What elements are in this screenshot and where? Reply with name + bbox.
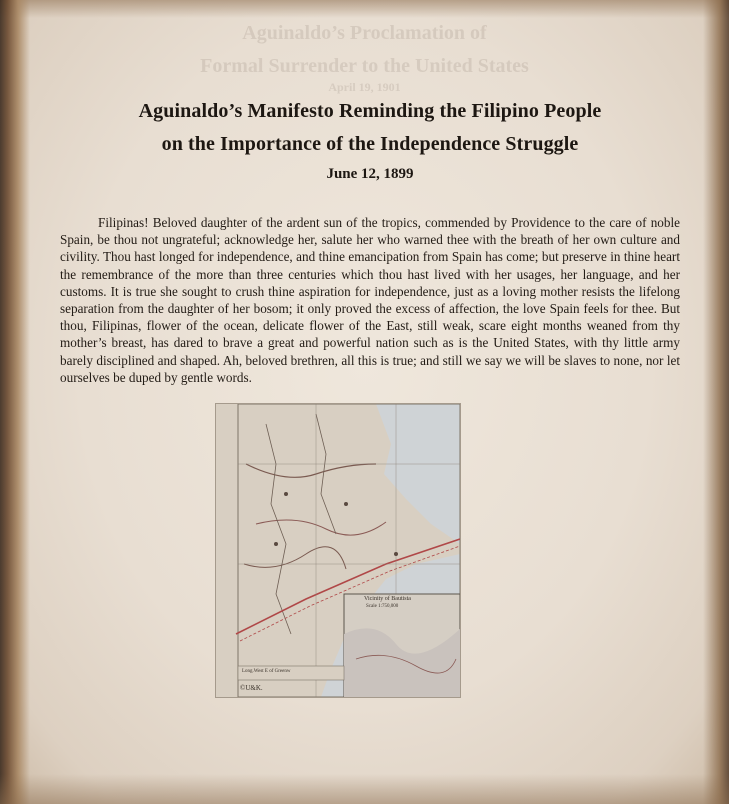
document-title-line2: on the Importance of the Independence Struggle (161, 133, 579, 155)
ghost-title-line1: Aguinaldo’s Proclamation of (242, 22, 487, 44)
document-date: June 12, 1899 (326, 166, 414, 182)
burned-edge-left (0, 0, 30, 804)
burned-edge-right (703, 0, 729, 804)
ghost-title-line2: Formal Surrender to the United States (200, 55, 529, 77)
ghost-date: April 19, 1901 (328, 80, 401, 94)
map-scale-label: Scale 1:750,000 (366, 604, 399, 609)
page-edge-top (0, 0, 729, 18)
map-copyright: ©U&K. (240, 684, 263, 692)
manifesto-paragraph: Filipinas! Beloved daughter of the ardent sun of the tropics, commended by Providence to the care of noble Spain, be thou not ungrateful; acknowledge her, salute her who warned thee with the breath of her own culture and civility. Thou hast longed for independence, and thine emancipation from Spain has come; but preserve in thine heart the remembrance of the more than three centuries which thou hast lived with her usages, her language, and her customs. It is true she sought to crush thine aspiration for independence, just as a loving mother resists the lifelong separation from the daughter of her bosom; it only proved the excess of affection, the love Spain feels for thee. But thou, Filipinas, flower of the ocean, delicate flower of the East, still weak, scare eight months weaned from thy mother’s breast, has dared to brave a great and powerful nation such as is the United States, with thy little army barely disciplined and shaped. Ah, beloved brethren, all this is true; and still we say we will be slaves to none, nor let ourselves be duped by gentle words. (60, 215, 680, 385)
page-edge-bottom (0, 774, 729, 804)
document-title-line1: Aguinaldo’s Manifesto Reminding the Filipino People (138, 100, 602, 122)
map-graphic (216, 404, 460, 697)
inset-map-title: Vicinity of Bautista (364, 596, 411, 602)
map-longitude-label: Long.West E of Greenw (242, 669, 291, 674)
historical-map (215, 403, 461, 698)
